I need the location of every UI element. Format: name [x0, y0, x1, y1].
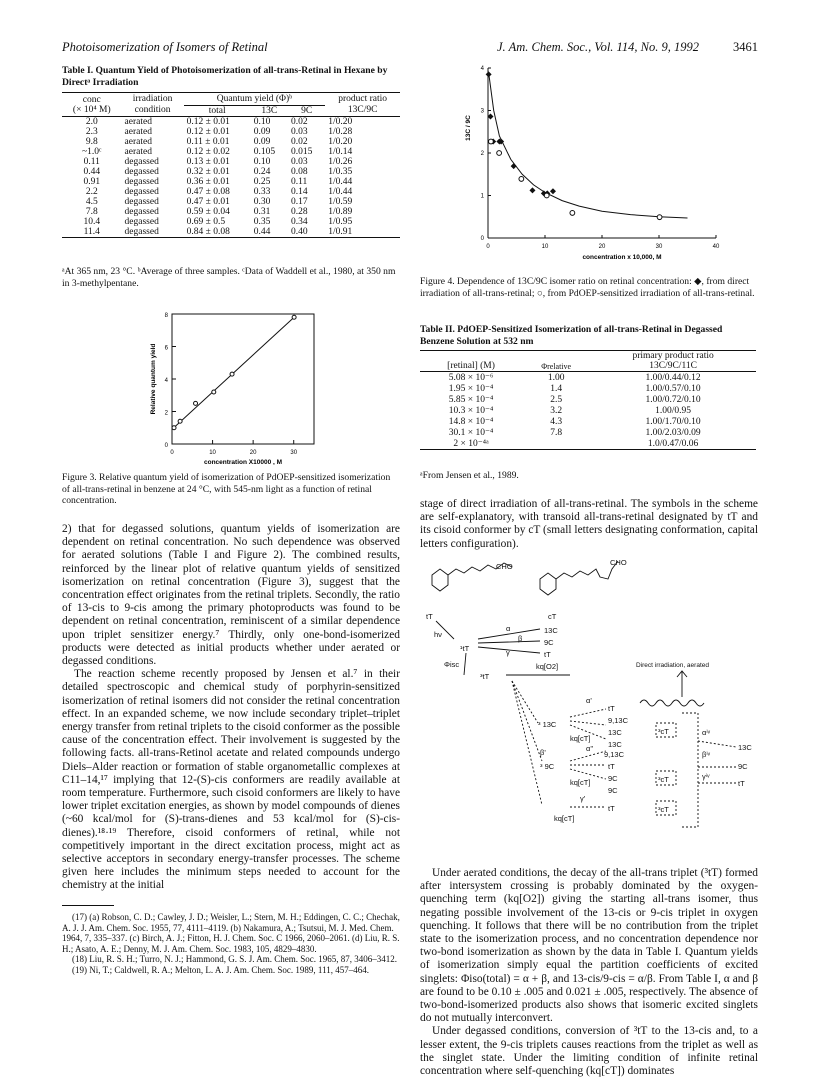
scheme-3cT-1: ³cT: [658, 727, 669, 736]
circle-point: [570, 211, 575, 216]
table1-cell: degassed: [124, 226, 159, 237]
circle-point: [519, 177, 524, 182]
table1-cell: 1/0.44: [328, 176, 353, 187]
scheme-beta: β: [518, 634, 523, 643]
table2-cell: 7.8: [550, 427, 563, 438]
table1-cell: 0.12 ± 0.02: [186, 146, 230, 157]
table1-cell: 11.4: [83, 226, 100, 237]
scheme-tT-3: tT: [608, 762, 615, 771]
left-column-text: [62, 523, 400, 893]
x-tick-label: 20: [249, 450, 257, 456]
scheme-3-13c: ³ 13C: [538, 720, 557, 729]
footnote-19: (19) Ni, T.; Caldwell, R. A.; Melton, L. A. J. Am. Chem. Soc. 1989, 111, 457–464.: [72, 964, 369, 975]
th-9c: 9C: [301, 105, 313, 116]
y-tick-label: 4: [164, 378, 168, 384]
th-conc: conc: [82, 95, 101, 105]
table2-cell: [522, 438, 590, 450]
table1: [62, 92, 400, 238]
table2-cell: 1.00/2.03/0.09: [645, 427, 701, 438]
table2-cell: 30.1 × 10⁻⁴: [448, 428, 494, 438]
paragraph: The reaction scheme recently proposed by Jensen et al.⁷ in their detailed spectroscopic and chemical study of porphyrin-sensitized isomerization of retinal isomers did not consider the retinal concentration effect. In an expanded scheme, we now include secondary triplet–triplet energy transfer from retinal triplets to the cisoid conformer as the possible cause of the concentration effect. Their involvement is suggested by the following facts. all-trans-Retinol acetate and related compounds undergo Diels–Alder reaction or formation of stable organometallic complexes at C11–14,¹⁷ implying that 12-(S)-cis conformers are readily available at room temperature. Furthermore, such cisoid conformers are likely to have lower triplet excitation energies, as shown by model compounds of dienes (~60 kcal/mol for (S)-trans-dienes and 53 kcal/mol for (S)-cis-dienes).¹⁸·¹⁹ Therefore, cisoid conformers of retinal, while not competitively important in the direct excitation process, might act as selective acceptors in secondary energy-transfer processes. The scheme given here includes the minimum steps needed to account for the chemistry at the initial: [62, 668, 400, 892]
table1-cell: 0.84 ± 0.08: [186, 226, 230, 237]
figure3-chart: [146, 306, 332, 468]
paragraph: Under degassed conditions, conversion of ³tT to the 13-cis and, to a lesser extent, the 9-cis triplets causes reactions from the triplet as well as the singlet state. Under the limiting condition of infinite retinal concentration where self-quenching (kq[cT]) dominates: [420, 1025, 758, 1078]
th-total: total: [208, 105, 226, 116]
table1-cell: 0.24: [253, 166, 271, 177]
circle-point: [657, 215, 662, 220]
scheme-kqcT-3: kq[cT]: [554, 814, 575, 823]
scheme-hv: hν: [434, 630, 442, 639]
x-tick-label: 30: [655, 244, 663, 250]
scheme-913c: 9,13C: [608, 716, 629, 725]
th-ratio2: 13C/9C: [347, 105, 378, 116]
table2-cell: 1.95 × 10⁻⁴: [448, 384, 494, 394]
table1-cell: aerated: [124, 146, 152, 157]
table1-cell: 0.03: [291, 126, 308, 137]
fit-curve: [489, 72, 688, 218]
table1-cell: 0.11: [83, 156, 100, 167]
cis-retinal-structure: [540, 561, 618, 595]
table1-cell: 0.91: [83, 176, 101, 187]
scheme-cho2: CHO: [610, 558, 627, 567]
x-axis-label: concentration X10000 , M: [203, 459, 283, 466]
table2-row: [420, 438, 756, 450]
table1-row: [62, 217, 400, 227]
y-tick-label: 2: [480, 151, 484, 157]
direct-arrow: [677, 671, 687, 697]
th-phi: Φrelative: [541, 361, 572, 371]
table1-cell: 7.8: [85, 206, 98, 217]
table1-cell: 4.5: [85, 196, 98, 207]
scheme-gamma: γ: [506, 648, 510, 657]
x-tick-label: 0: [486, 244, 490, 250]
table1-cell: 0.33: [253, 186, 271, 197]
data-point: [230, 372, 234, 376]
c9-branches: [570, 751, 606, 779]
table1-cell: degassed: [124, 166, 159, 177]
scheme-phi-isc: Φisc: [444, 660, 460, 669]
th-ratio: product ratio: [338, 94, 388, 104]
paragraph: 2) that for degassed solutions, quantum yields of isomerization are dependent on retinal concentration. No such dependence was observed for aerated solutions (Table I and Figure 2). The combined results, reinforced by the linear plot of relative quantum yields of sensitized isomerization on retinal concentration (Figure 3), suggest that the concentration effect originates from the retinal triplets. Secondly, the ratio of 13-cis to 9-cis among the primary photoproducts was found to be dependent on retinal concentration, reminiscent of a similar dependence upon triplet sensitizer energy.⁷ Thirdly, only one-bond-isomerized products were detected as initial products whether under aerated or degassed conditions.: [62, 523, 400, 668]
table1-cell: ~1.0ᶜ: [82, 146, 102, 157]
paragraph: Under aerated conditions, the decay of the all-trans triplet (³tT) formed after intersystem crossing is probably dominated by the oxygen-quenching term (kq[O2]) giving the starting all-trans isomer, thus negating possible involvement of the 13-cis or 9-cis triplet in oxygen quenching. It follows that there will be no contribution from the triplet state to the isomerization process, and no concentration dependence nor two-bond isomerization as shown by the data in Table I. Quantum yields of isomerization simply equal the partition coefficients of excited singlets: Φiso(total) = α + β, and 13-cis/9-cis = α/β. From Table I, α and β are found to be 0.10 ± .005 and 0.021 ± .005, respectively. The absence of two-bond-isomerized products also shows that isomeric excited singlets do not mutually interconvert.: [420, 867, 758, 1025]
y-tick-label: 8: [164, 313, 168, 319]
table1-cell: 0.34: [291, 216, 308, 227]
th-13c: 13C: [261, 105, 278, 116]
figure3-caption: Figure 3. Relative quantum yield of isomerization of PdOEP-sensitized isomerization of all-trans-retinal in benzene at 24 °C, with 545-nm light as a function of retinal concentration.: [62, 472, 391, 506]
table2-title: Table II. PdOEP-Sensitized Isomerization of all-trans-Retinal in Degassed Benzene Solution at 532 nm: [420, 324, 723, 347]
scheme-13c-3: 13C: [608, 740, 622, 749]
table1-cell: 0.02: [291, 136, 308, 147]
scheme-direct: Direct irradiation, aerated: [636, 662, 709, 669]
scheme-kqcT-1: kq[cT]: [570, 734, 591, 743]
table2-cell: 1.4: [550, 383, 563, 394]
circle-point: [489, 139, 494, 144]
table1-cell: 2.2: [85, 186, 98, 197]
right-column-text-bottom: [420, 867, 758, 1078]
table1-cell: 10.4: [83, 216, 101, 227]
table1-cell: 0.015: [291, 146, 313, 157]
table1-row: [62, 116, 400, 127]
x-tick-label: 0: [170, 450, 174, 456]
scheme-9c-2: 9C: [608, 774, 618, 783]
table2-cell: 2 × 10⁻⁴ᵃ: [453, 439, 489, 449]
table1-row: [62, 227, 400, 238]
scheme-tT: tT: [426, 612, 433, 621]
table1-row: [62, 157, 400, 167]
y-tick-label: 3: [480, 108, 484, 115]
isc-arrow: [464, 653, 466, 675]
figure4-caption: Figure 4. Dependence of 13C/9C isomer ratio on retinal concentration: ◆, from direct irradiation of all-trans-retinal; ○, from PdOEP-sensitized irradiation of all-trans-retinal.: [420, 276, 755, 299]
table1-row: [62, 147, 400, 157]
table1-cell: 0.13 ± 0.01: [186, 156, 230, 167]
scheme-g1: γ': [580, 794, 586, 803]
x-tick-label: 30: [290, 450, 298, 456]
table1-cell: 0.47 ± 0.01: [186, 196, 230, 207]
table2-row: [420, 427, 756, 438]
table1-footnote: ᵃAt 365 nm, 23 °C. ᵇAverage of three samples. ᶜData of Waddell et al., 1980, at 350 nm in 3-methylpentane.: [62, 266, 396, 289]
table1-cell: 1/0.14: [328, 146, 353, 157]
scheme-3cT-2: ³cT: [658, 775, 669, 784]
x-axis-label: concentration x 10,000, M: [582, 254, 662, 261]
table1-row: [62, 177, 400, 187]
table1-cell: 0.69 ± 0.5: [186, 216, 226, 227]
x-tick-label: 10: [541, 244, 549, 250]
scheme-giv: γⁱᵛ: [702, 772, 710, 781]
scheme-13c-2: 13C: [608, 728, 622, 737]
table2-cell: 1.00/0.72/0.10: [645, 394, 701, 405]
table1-cell: 0.10: [253, 156, 271, 167]
table1-cell: 0.11: [291, 176, 308, 187]
table1-cell: 0.03: [291, 156, 308, 167]
table1-row: [62, 207, 400, 217]
y-axis-label: 13C / 9C: [465, 115, 472, 141]
table1-cell: 0.08: [291, 166, 308, 177]
table1-cell: 1/0.26: [328, 156, 353, 167]
table2: [420, 350, 756, 450]
table1-row: [62, 167, 400, 177]
table1-cell: 1/0.91: [328, 226, 353, 237]
t3-gamma1: [512, 681, 542, 805]
beta-arrow: [478, 641, 540, 643]
circle-point: [497, 151, 502, 156]
data-point: [178, 419, 182, 423]
table1-cell: 1/0.44: [328, 186, 353, 197]
th-ppr: primary product ratio: [632, 351, 714, 361]
table1-cell: 0.105: [253, 146, 276, 157]
paragraph: stage of direct irradiation of all-trans-retinal. The symbols in the scheme are self-explanatory, with transoid all-trans-retinal designated by tT and its cisoid conformer by cT (small letters designating conformation, capital letters configuration).: [420, 498, 758, 550]
table1-cell: 0.11 ± 0.01: [186, 136, 230, 147]
scheme-13c: 13C: [544, 626, 558, 635]
y-tick-label: 0: [164, 443, 168, 449]
table2-row: [420, 416, 756, 427]
table1-cell: 0.14: [291, 186, 308, 197]
scheme-9c-3: 9C: [608, 786, 618, 795]
table1-cell: 0.44: [253, 226, 271, 237]
table1-cell: 1/0.20: [328, 116, 353, 127]
scheme-a2: α'': [586, 744, 594, 753]
table1-cell: 0.30: [253, 196, 271, 207]
scheme-a1: α': [586, 696, 592, 705]
table1-row: [62, 187, 400, 197]
table2-cell: 14.8 × 10⁻⁴: [448, 417, 494, 427]
table1-cell: degassed: [124, 156, 159, 167]
y-axis-label: Relative quantum yield: [150, 343, 157, 415]
table1-cell: 0.12 ± 0.01: [186, 116, 230, 127]
table2-footnote: ᵃFrom Jensen et al., 1989.: [420, 470, 519, 481]
scheme-9c: 9C: [544, 638, 554, 647]
table2-row: [420, 383, 756, 394]
table1-cell: 0.10: [253, 116, 271, 127]
table1-cell: 0.40: [291, 226, 308, 237]
table1-cell: 0.12 ± 0.01: [186, 126, 230, 137]
y-tick-label: 6: [164, 345, 168, 352]
scheme-alpha: α: [506, 624, 511, 633]
scheme-tT-4: tT: [608, 804, 615, 813]
table2-cell: 2.5: [550, 394, 563, 405]
table1-cell: 0.59 ± 0.04: [186, 206, 230, 217]
scheme-kqo2: kq[O2]: [536, 662, 559, 671]
scheme-cho1: CHO: [496, 562, 513, 571]
table1-cell: 0.31: [253, 206, 271, 217]
th-irr2: condition: [134, 105, 171, 116]
th-conc-unit: (× 10⁴ M): [72, 105, 111, 116]
running-header-title: Photoisomerization of Isomers of Retinal: [62, 40, 268, 54]
table1-cell: 0.47 ± 0.08: [186, 186, 230, 197]
table1-cell: 0.32 ± 0.01: [186, 166, 230, 177]
footnotes: [62, 912, 400, 976]
table2-cell: 1.00/0.95: [655, 405, 692, 416]
footnote-rule: [62, 905, 114, 906]
cT-out-13c: [698, 741, 736, 747]
scheme-aiv: αⁱᵛ: [702, 728, 711, 737]
table1-cell: 0.09: [253, 136, 271, 147]
x-tick-label: 40: [712, 244, 720, 250]
table1-cell: 1/0.28: [328, 126, 353, 137]
table1-cell: degassed: [124, 186, 159, 197]
table1-row: [62, 137, 400, 147]
y-tick-label: 2: [164, 410, 168, 417]
page-number: 3461: [733, 40, 758, 54]
scheme-3cT-3: ³cT: [658, 805, 669, 814]
table1-cell: 0.02: [291, 116, 308, 127]
table1-cell: aerated: [124, 136, 152, 147]
table2-cell: 1.00/1.70/0.10: [645, 416, 701, 427]
table1-cell: degassed: [124, 216, 159, 227]
scheme-cT: cT: [548, 612, 557, 621]
table1-row: [62, 197, 400, 207]
right-column-text-top: [420, 498, 758, 551]
scheme-tT-2: tT: [608, 704, 615, 713]
diamond-point: [529, 187, 535, 193]
scheme-1tT: ¹tT: [460, 644, 470, 653]
data-point: [194, 401, 198, 405]
cT-bracket: [682, 713, 698, 827]
table1-cell: 1/0.20: [328, 136, 353, 147]
th-retinal: [retinal] (M): [447, 361, 495, 371]
figure4-chart: [440, 60, 740, 270]
scheme-3tT: ³tT: [480, 672, 490, 681]
table2-row: [420, 405, 756, 416]
scheme-3-9c: ³ 9C: [540, 762, 555, 771]
table1-cell: 1/0.59: [328, 196, 353, 207]
table1-cell: 0.25: [253, 176, 271, 187]
y-tick-label: 1: [480, 193, 484, 200]
table1-cell: 2.0: [85, 116, 98, 127]
table1-cell: 0.44: [83, 166, 101, 177]
y-tick-label: 0: [480, 236, 484, 242]
footnote-18: (18) Liu, R. S. H.; Turro, N. J.; Hammond, G. S. J. Am. Chem. Soc. 1965, 87, 3406–3412.: [72, 954, 398, 965]
scheme-kqcT-2: kq[cT]: [570, 778, 591, 787]
table1-cell: 0.35: [253, 216, 271, 227]
data-point: [292, 315, 296, 319]
diamond-point: [486, 71, 492, 77]
scheme-tT-out: tT: [738, 779, 745, 788]
table2-cell: 1.00/0.44/0.12: [645, 372, 701, 383]
table1-cell: aerated: [124, 126, 152, 137]
table1-title: Table I. Quantum Yield of Photoisomerization of all-trans-Retinal in Hexane by Directᵃ Irradiation: [62, 65, 388, 88]
th-qy: Quantum yield (Φ)ᵇ: [184, 93, 326, 106]
table1-cell: 0.28: [291, 206, 308, 217]
table2-cell: 1.00/0.57/0.10: [645, 383, 701, 394]
data-point: [172, 426, 176, 430]
table1-cell: degassed: [124, 176, 159, 187]
table1-cell: 0.17: [291, 196, 308, 207]
table1-cell: 0.09: [253, 126, 271, 137]
table1-cell: degassed: [124, 196, 159, 207]
table1-cell: 9.8: [85, 136, 98, 147]
table2-cell: 5.08 × 10⁻⁶: [448, 373, 494, 383]
th-irr: irradiation: [132, 94, 173, 104]
reaction-scheme: [420, 555, 758, 855]
table2-cell: 1.0/0.47/0.06: [647, 438, 699, 449]
y-tick-label: 4: [480, 66, 484, 72]
table1-cell: degassed: [124, 206, 159, 217]
table1-row: [62, 127, 400, 137]
th-ppr2: 13C/9C/11C: [649, 361, 697, 371]
scheme-913c-2: 9,13C: [604, 750, 625, 759]
data-point: [212, 390, 216, 394]
circle-point: [544, 193, 549, 198]
scheme-tT-r: tT: [544, 650, 551, 659]
table1-cell: aerated: [124, 116, 152, 127]
running-header-journal: J. Am. Chem. Soc., Vol. 114, No. 9, 1992: [497, 40, 699, 54]
scheme-b1: β': [540, 748, 546, 757]
table2-row: [420, 394, 756, 405]
plot-frame: [172, 314, 314, 444]
table2-cell: 3.2: [550, 405, 563, 416]
table2-cell: 10.3 × 10⁻⁴: [448, 406, 494, 416]
table1-cell: 0.36 ± 0.01: [186, 176, 230, 187]
scheme-9c-out: 9C: [738, 762, 748, 771]
x-tick-label: 20: [598, 244, 606, 250]
scheme-13c-out: 13C: [738, 743, 752, 752]
x-tick-label: 10: [209, 450, 216, 456]
diamond-point: [511, 163, 517, 169]
wavy-line: [640, 700, 704, 706]
table1-cell: 2.3: [85, 126, 98, 137]
table2-cell: 4.3: [550, 416, 563, 427]
diamond-point: [550, 188, 556, 194]
table1-cell: 1/0.89: [328, 206, 353, 217]
table2-cell: 5.85 × 10⁻⁴: [448, 395, 494, 405]
table1-cell: 1/0.95: [328, 216, 353, 227]
table1-cell: 1/0.35: [328, 166, 353, 177]
table2-row: [420, 372, 756, 384]
footnote-17: (17) (a) Robson, C. D.; Cawley, J. D.; Weisler, L.; Stern, M. H.; Eddingen, C. C.; Chechak, A. J. J. Am. Chem. Soc. 1955, 77, 4111–4119. (b) Nakamura, A.; Tsutsui, M. J. Med. Chem. 1964, 7, 335–337. (c) Birch, A. J.; Fitton, H. J. Chem. Soc. C 1966, 2060–2061. (d) Liu, R. S. H.; Asato, A. E.; Denny, M. J. Am. Chem. Soc. 1983, 105, 4829–4830.: [62, 912, 400, 954]
scheme-biv: βⁱᵛ: [702, 750, 711, 759]
table2-cell: 1.00: [547, 372, 565, 383]
